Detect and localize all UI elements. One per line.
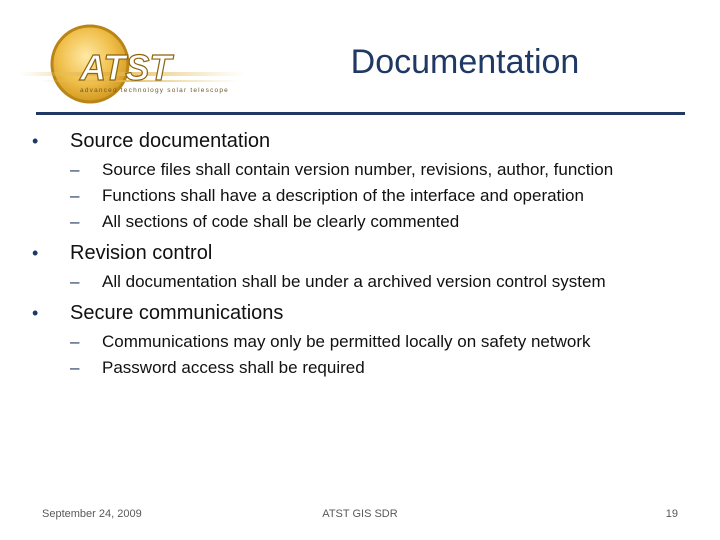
- sub-bullet-list: [30, 272, 700, 292]
- bullet-text: Secure communications: [70, 302, 284, 324]
- bullet-item: [30, 240, 700, 266]
- sub-bullet-text: Source files shall contain version number, revisions, author, function: [102, 160, 614, 179]
- sub-bullet-text: Communications may only be permitted locally on safety network: [102, 332, 591, 351]
- bullet-item: [30, 128, 700, 154]
- bullet-list: [30, 128, 700, 386]
- sub-bullet-text: Functions shall have a description of the interface and operation: [102, 186, 584, 205]
- sub-bullet-item: [30, 160, 700, 180]
- slide-title: Documentation: [350, 43, 580, 81]
- bullet-text: Source documentation: [70, 130, 271, 152]
- sub-bullet-list: [30, 160, 700, 232]
- sub-bullet-item: [30, 332, 700, 352]
- sub-bullet-list: [30, 332, 700, 378]
- bullet-glyph: •: [32, 243, 39, 263]
- footer-date: September 24, 2009: [42, 508, 142, 520]
- bullet-item: [30, 300, 700, 326]
- sub-bullet-item: [30, 212, 700, 232]
- sub-bullet-item: [30, 358, 700, 378]
- dash-glyph: –: [70, 332, 80, 351]
- bullet-glyph: •: [32, 131, 39, 151]
- dash-glyph: –: [70, 358, 80, 377]
- dash-glyph: –: [70, 160, 80, 179]
- page-number: 19: [665, 508, 678, 520]
- title-divider: [36, 112, 685, 115]
- sub-bullet-item: [30, 186, 700, 206]
- sub-bullet-text: All sections of code shall be clearly commented: [102, 212, 460, 231]
- logo-text: ATST: [80, 47, 172, 88]
- dash-glyph: –: [70, 272, 80, 291]
- footer-title: ATST GIS SDR: [322, 508, 398, 520]
- sub-bullet-item: [30, 272, 700, 292]
- sub-bullet-text: Password access shall be required: [102, 358, 365, 377]
- logo-tagline: advanced technology solar telescope: [80, 87, 229, 94]
- dash-glyph: –: [70, 186, 80, 205]
- sub-bullet-text: All documentation shall be under a archived version control system: [102, 272, 606, 291]
- dash-glyph: –: [70, 212, 80, 231]
- bullet-glyph: •: [32, 303, 39, 323]
- atst-logo-graphic: [20, 22, 245, 107]
- atst-logo: [20, 22, 245, 107]
- bullet-text: Revision control: [70, 242, 213, 264]
